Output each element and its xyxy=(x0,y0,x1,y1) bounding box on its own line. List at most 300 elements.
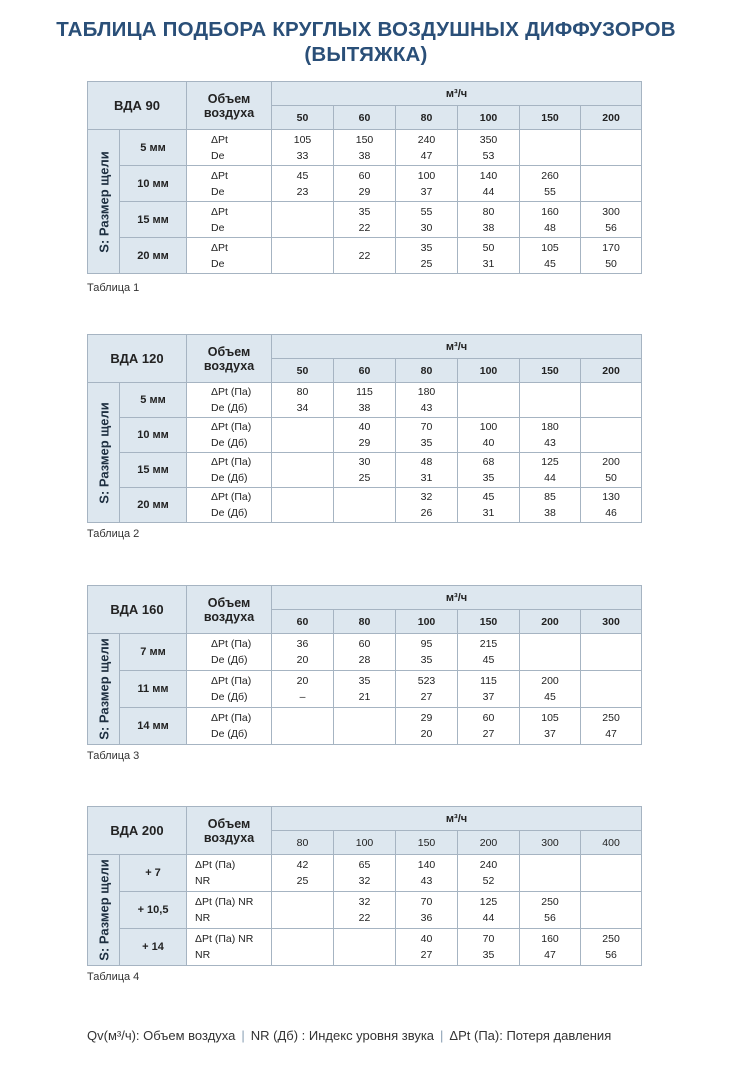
param-label-2: De (Дб) xyxy=(211,728,248,740)
value-top: 20 xyxy=(296,675,309,687)
param-label-1: ΔPt (Па) xyxy=(211,638,252,650)
value-top: 215 xyxy=(479,638,498,650)
volume-label: Объем воздуха xyxy=(203,595,255,624)
value-top: 160 xyxy=(541,933,559,945)
value-top: 105 xyxy=(293,133,312,146)
value-cell xyxy=(396,855,458,892)
value-cell xyxy=(458,130,520,166)
value-cell xyxy=(272,929,334,966)
value-top: 180 xyxy=(541,421,559,433)
value-top: 70 xyxy=(420,421,433,433)
value-cell xyxy=(396,453,458,488)
value-bottom: 26 xyxy=(420,507,433,519)
value-top: 130 xyxy=(602,491,620,503)
flow-value: 60 xyxy=(334,106,396,130)
value-cell xyxy=(272,634,334,671)
value-cell xyxy=(581,202,642,238)
value-top: 60 xyxy=(358,638,371,650)
flow-value: 80 xyxy=(272,831,334,855)
slot-size: 15 мм xyxy=(120,453,187,488)
value-bottom: 31 xyxy=(420,472,433,484)
value-cell xyxy=(272,418,334,453)
page-title xyxy=(0,17,732,67)
value-cell xyxy=(520,166,581,202)
value-bottom: 45 xyxy=(482,654,495,666)
value-cell xyxy=(458,892,520,929)
value-top: 170 xyxy=(602,241,620,254)
value-top: 60 xyxy=(482,712,495,724)
legend-qv: Qv(м³/ч): Объем воздуха xyxy=(87,1028,236,1043)
value-top: 125 xyxy=(479,896,498,908)
value-cell xyxy=(520,418,581,453)
value-top: 36 xyxy=(296,638,309,650)
value-top: 35 xyxy=(358,675,371,687)
flow-value: 50 xyxy=(272,106,334,130)
value-top: 250 xyxy=(602,933,620,945)
value-cell xyxy=(334,418,396,453)
title-line-2: (ВЫТЯЖКА) xyxy=(304,43,428,66)
table-block-2 xyxy=(87,334,642,523)
param-labels xyxy=(187,671,272,708)
param-labels xyxy=(187,488,272,523)
value-top: 140 xyxy=(417,859,436,871)
slot-size: 20 мм xyxy=(120,488,187,523)
value-cell xyxy=(334,202,396,238)
flow-value: 200 xyxy=(581,106,642,130)
value-cell xyxy=(334,453,396,488)
value-bottom: 29 xyxy=(358,437,371,449)
table-caption: Таблица 2 xyxy=(87,528,140,540)
volume-label: Объем воздуха xyxy=(203,344,255,373)
selection-table xyxy=(87,585,642,745)
param-label-1: ΔPt xyxy=(211,169,228,182)
value-cell xyxy=(458,453,520,488)
value-bottom: 25 xyxy=(358,472,371,484)
value-cell xyxy=(396,708,458,745)
value-top: 200 xyxy=(541,675,559,687)
param-label-1: ΔPt (Па) xyxy=(211,675,252,687)
value-cell xyxy=(581,166,642,202)
value-top: 240 xyxy=(479,859,498,871)
param-label-2: NR xyxy=(195,912,211,924)
value-top: 60 xyxy=(358,169,371,182)
value-bottom: 32 xyxy=(358,875,371,887)
value-bottom: 56 xyxy=(544,912,556,924)
legend-divider: | xyxy=(241,1028,245,1043)
flow-value: 80 xyxy=(396,106,458,130)
table-row xyxy=(88,892,642,929)
table-row xyxy=(88,166,642,202)
header-row xyxy=(88,335,642,359)
flow-value: 150 xyxy=(520,106,581,130)
value-bottom: 21 xyxy=(358,691,371,703)
value-bottom: 25 xyxy=(296,875,309,887)
flow-value: 80 xyxy=(334,610,396,634)
value-cell xyxy=(581,708,642,745)
value-top: 65 xyxy=(358,859,371,871)
param-label-2: De xyxy=(211,149,225,162)
value-cell xyxy=(520,671,581,708)
flow-value: 200 xyxy=(520,610,581,634)
value-top: 45 xyxy=(296,169,309,182)
value-cell xyxy=(458,488,520,523)
param-label-1: ΔPt (Па) NR xyxy=(195,933,254,945)
value-cell xyxy=(458,202,520,238)
header-row xyxy=(88,807,642,831)
table-caption: Таблица 4 xyxy=(87,971,140,983)
param-label-1: ΔPt (Па) xyxy=(211,712,252,724)
value-top: 48 xyxy=(420,456,433,468)
slot-size-header xyxy=(88,130,120,274)
value-bottom: 35 xyxy=(420,437,433,449)
value-cell xyxy=(581,929,642,966)
table-caption: Таблица 3 xyxy=(87,750,140,762)
flow-value: 100 xyxy=(396,610,458,634)
slot-size: 11 мм xyxy=(120,671,187,708)
value-bottom: 27 xyxy=(420,949,433,961)
slot-size-label: S: Размер щели xyxy=(96,859,111,961)
value-bottom: 31 xyxy=(482,257,495,270)
value-bottom: 37 xyxy=(544,728,556,740)
volume-header xyxy=(187,586,272,634)
value-cell xyxy=(334,892,396,929)
value-cell xyxy=(458,671,520,708)
value-bottom: 37 xyxy=(482,691,495,703)
value-cell xyxy=(396,238,458,274)
value-cell xyxy=(272,488,334,523)
param-labels xyxy=(187,855,272,892)
value-bottom: 43 xyxy=(544,437,556,449)
value-cell xyxy=(334,130,396,166)
value-cell xyxy=(581,418,642,453)
value-cell xyxy=(272,238,334,274)
value-top: 240 xyxy=(417,133,436,146)
header-row xyxy=(88,586,642,610)
value-bottom: 47 xyxy=(420,149,433,162)
slot-size-header xyxy=(88,383,120,523)
value-cell xyxy=(334,634,396,671)
value-bottom: 28 xyxy=(358,654,371,666)
value-top: 115 xyxy=(356,386,373,398)
value-top: 105 xyxy=(541,712,559,724)
value-bottom: 56 xyxy=(605,221,617,234)
param-label-1: ΔPt (Па) xyxy=(211,386,252,398)
value-top: 140 xyxy=(479,169,498,182)
value-top: 40 xyxy=(420,933,433,945)
value-bottom: 33 xyxy=(296,149,309,162)
value-bottom: 22 xyxy=(358,221,371,234)
value-cell xyxy=(396,929,458,966)
value-cell xyxy=(396,130,458,166)
table-row xyxy=(88,634,642,671)
value-top: 100 xyxy=(417,169,436,182)
value-bottom: 38 xyxy=(358,149,371,162)
value-bottom: 29 xyxy=(358,185,371,198)
slot-size: 20 мм xyxy=(120,238,187,274)
model-name: ВДА 90 xyxy=(88,82,187,130)
value-bottom: 25 xyxy=(420,257,433,270)
value-top: 350 xyxy=(479,133,498,146)
slot-size: 10 мм xyxy=(120,166,187,202)
value-bottom: 38 xyxy=(358,402,371,414)
model-name: ВДА 200 xyxy=(88,807,187,855)
legend-divider: | xyxy=(440,1028,444,1043)
param-label-1: ΔPt xyxy=(211,205,228,218)
selection-table xyxy=(87,81,642,274)
value-cell xyxy=(272,855,334,892)
value-top: 50 xyxy=(482,241,495,254)
value-bottom: 31 xyxy=(482,507,495,519)
value-cell xyxy=(334,671,396,708)
value-top: 250 xyxy=(602,712,620,724)
param-labels xyxy=(187,453,272,488)
value-bottom: 44 xyxy=(482,912,495,924)
param-labels xyxy=(187,892,272,929)
legend-pt: ΔPt (Па): Потеря давления xyxy=(449,1028,612,1043)
value-top: 260 xyxy=(541,169,559,182)
flow-value: 100 xyxy=(334,831,396,855)
value-cell xyxy=(458,238,520,274)
param-labels xyxy=(187,383,272,418)
value-cell xyxy=(581,130,642,166)
param-labels xyxy=(187,708,272,745)
value-cell xyxy=(396,488,458,523)
flow-value: 300 xyxy=(581,610,642,634)
value-cell xyxy=(520,453,581,488)
table-row xyxy=(88,708,642,745)
param-label-2: De xyxy=(211,185,225,198)
value-top: 68 xyxy=(482,456,495,468)
value-cell xyxy=(520,634,581,671)
value-cell xyxy=(272,892,334,929)
value-cell xyxy=(520,929,581,966)
value-bottom: 20 xyxy=(296,654,309,666)
value-cell xyxy=(458,383,520,418)
table-row xyxy=(88,202,642,238)
flow-value: 200 xyxy=(581,359,642,383)
value-bottom: 44 xyxy=(544,472,556,484)
param-label-2: NR xyxy=(195,949,211,961)
value-bottom: 47 xyxy=(544,949,556,961)
table-row xyxy=(88,238,642,274)
param-labels xyxy=(187,166,272,202)
param-label-2: De xyxy=(211,257,225,270)
value-cell xyxy=(458,929,520,966)
value-bottom: 46 xyxy=(605,507,617,519)
value-top: 300 xyxy=(602,205,620,218)
value-top: 150 xyxy=(355,133,374,146)
title-line-1: ТАБЛИЦА ПОДБОРА КРУГЛЫХ ВОЗДУШНЫХ ДИФФУЗОРОВ xyxy=(56,18,676,41)
value-cell xyxy=(396,202,458,238)
header-row xyxy=(88,82,642,106)
param-label-2: De xyxy=(211,221,225,234)
value-cell xyxy=(581,453,642,488)
param-label-2: De (Дб) xyxy=(211,402,248,414)
value-cell xyxy=(581,855,642,892)
selection-table xyxy=(87,806,642,966)
value-cell xyxy=(272,166,334,202)
value-cell xyxy=(520,238,581,274)
value-bottom: 27 xyxy=(482,728,495,740)
value-cell xyxy=(272,671,334,708)
value-cell xyxy=(396,671,458,708)
param-label-2: De (Дб) xyxy=(211,437,248,449)
value-top: 100 xyxy=(479,421,498,433)
value-top: 45 xyxy=(482,491,495,503)
value-bottom: 20 xyxy=(420,728,433,740)
table-caption: Таблица 1 xyxy=(87,282,140,294)
param-label-1: ΔPt (Па) xyxy=(211,421,252,433)
unit-header: м³/ч xyxy=(272,82,642,106)
value-bottom: 37 xyxy=(420,185,433,198)
param-label-1: ΔPt xyxy=(211,133,228,146)
value-bottom: 38 xyxy=(482,221,495,234)
value-bottom: 43 xyxy=(420,875,433,887)
value-bottom: 45 xyxy=(544,691,556,703)
param-labels xyxy=(187,418,272,453)
unit-header: м³/ч xyxy=(272,807,642,831)
table-block-4 xyxy=(87,806,642,966)
flow-value: 100 xyxy=(458,359,520,383)
table-row xyxy=(88,855,642,892)
param-label-1: ΔPt (Па) xyxy=(211,491,252,503)
flow-value: 150 xyxy=(458,610,520,634)
unit-header: м³/ч xyxy=(272,586,642,610)
param-label-2: NR xyxy=(195,875,211,887)
selection-table xyxy=(87,334,642,523)
value-cell xyxy=(334,488,396,523)
flow-value: 150 xyxy=(520,359,581,383)
volume-header xyxy=(187,82,272,130)
table-row xyxy=(88,130,642,166)
value-cell xyxy=(520,383,581,418)
value-cell xyxy=(334,929,396,966)
value-cell xyxy=(396,383,458,418)
value-top: 105 xyxy=(541,241,559,254)
slot-size: 14 мм xyxy=(120,708,187,745)
value-top: 160 xyxy=(541,205,559,218)
value-cell xyxy=(334,855,396,892)
slot-size: 5 мм xyxy=(120,383,187,418)
table-row xyxy=(88,488,642,523)
slot-size-label: S: Размер щели xyxy=(96,150,111,253)
param-label-2: De (Дб) xyxy=(211,472,248,484)
param-label-1: ΔPt (Па) xyxy=(195,859,236,871)
value-cell xyxy=(520,488,581,523)
value-top: 95 xyxy=(420,638,433,650)
value-top: 32 xyxy=(420,491,433,503)
value-cell xyxy=(520,708,581,745)
flow-value: 150 xyxy=(396,831,458,855)
value-top: 42 xyxy=(296,859,309,871)
value-bottom: 48 xyxy=(544,221,556,234)
table-row xyxy=(88,671,642,708)
value-bottom: 53 xyxy=(482,149,495,162)
slot-size: 7 мм xyxy=(120,634,187,671)
value-bottom: 52 xyxy=(482,875,495,887)
value-top: 30 xyxy=(358,456,371,468)
value-cell xyxy=(396,892,458,929)
value-cell xyxy=(520,130,581,166)
flow-value: 80 xyxy=(396,359,458,383)
volume-label: Объем воздуха xyxy=(203,816,255,845)
value-cell xyxy=(272,453,334,488)
value-top: 523 xyxy=(417,675,436,687)
param-labels xyxy=(187,634,272,671)
value-top: 115 xyxy=(480,675,497,687)
legend-nr: NR (Дб) : Индекс уровня звука xyxy=(250,1028,435,1043)
slot-size-header xyxy=(88,855,120,966)
param-label-2: De (Дб) xyxy=(211,691,248,703)
param-label-1: ΔPt (Па) xyxy=(211,456,252,468)
value-top: 35 xyxy=(358,205,371,218)
value-bottom: 55 xyxy=(544,185,556,198)
value-cell xyxy=(272,708,334,745)
legend-footer xyxy=(87,1028,611,1043)
value-top: 32 xyxy=(358,896,371,908)
param-labels xyxy=(187,238,272,274)
value-cell xyxy=(396,634,458,671)
value-bottom: 27 xyxy=(420,691,433,703)
value-cell xyxy=(334,383,396,418)
value-bottom: 50 xyxy=(605,257,617,270)
value-cell xyxy=(581,383,642,418)
flow-value: 50 xyxy=(272,359,334,383)
value-top: 125 xyxy=(541,456,559,468)
value-top: 40 xyxy=(358,421,371,433)
value-cell xyxy=(334,166,396,202)
value-bottom: 45 xyxy=(544,257,556,270)
volume-header xyxy=(187,335,272,383)
value-bottom: 47 xyxy=(605,728,617,740)
flow-value: 200 xyxy=(458,831,520,855)
value-top: 250 xyxy=(541,896,559,908)
value-bottom: 22 xyxy=(358,912,371,924)
value-cell xyxy=(581,892,642,929)
flow-value: 60 xyxy=(272,610,334,634)
value-bottom: 35 xyxy=(420,654,433,666)
volume-header xyxy=(187,807,272,855)
value-cell xyxy=(396,418,458,453)
value-bottom: 50 xyxy=(605,472,617,484)
value-bottom: 40 xyxy=(482,437,495,449)
value-cell xyxy=(520,202,581,238)
value-top: 80 xyxy=(482,205,495,218)
param-labels xyxy=(187,130,272,166)
value-cell xyxy=(334,238,396,274)
slot-size-label: S: Размер щели xyxy=(96,401,111,504)
value-top: 22 xyxy=(358,249,371,262)
value-top: 70 xyxy=(482,933,495,945)
value-cell xyxy=(272,130,334,166)
value-cell xyxy=(581,671,642,708)
value-cell xyxy=(520,855,581,892)
table-row xyxy=(88,418,642,453)
flow-value: 300 xyxy=(520,831,581,855)
slot-size-label: S: Размер щели xyxy=(96,638,111,740)
value-cell xyxy=(396,166,458,202)
slot-size: 15 мм xyxy=(120,202,187,238)
slot-size: + 10,5 xyxy=(120,892,187,929)
flow-value: 60 xyxy=(334,359,396,383)
value-bottom: 44 xyxy=(482,185,495,198)
value-cell xyxy=(272,383,334,418)
unit-header: м³/ч xyxy=(272,335,642,359)
table-row xyxy=(88,383,642,418)
value-bottom: – xyxy=(299,691,306,703)
flow-value: 400 xyxy=(581,831,642,855)
value-cell xyxy=(334,708,396,745)
